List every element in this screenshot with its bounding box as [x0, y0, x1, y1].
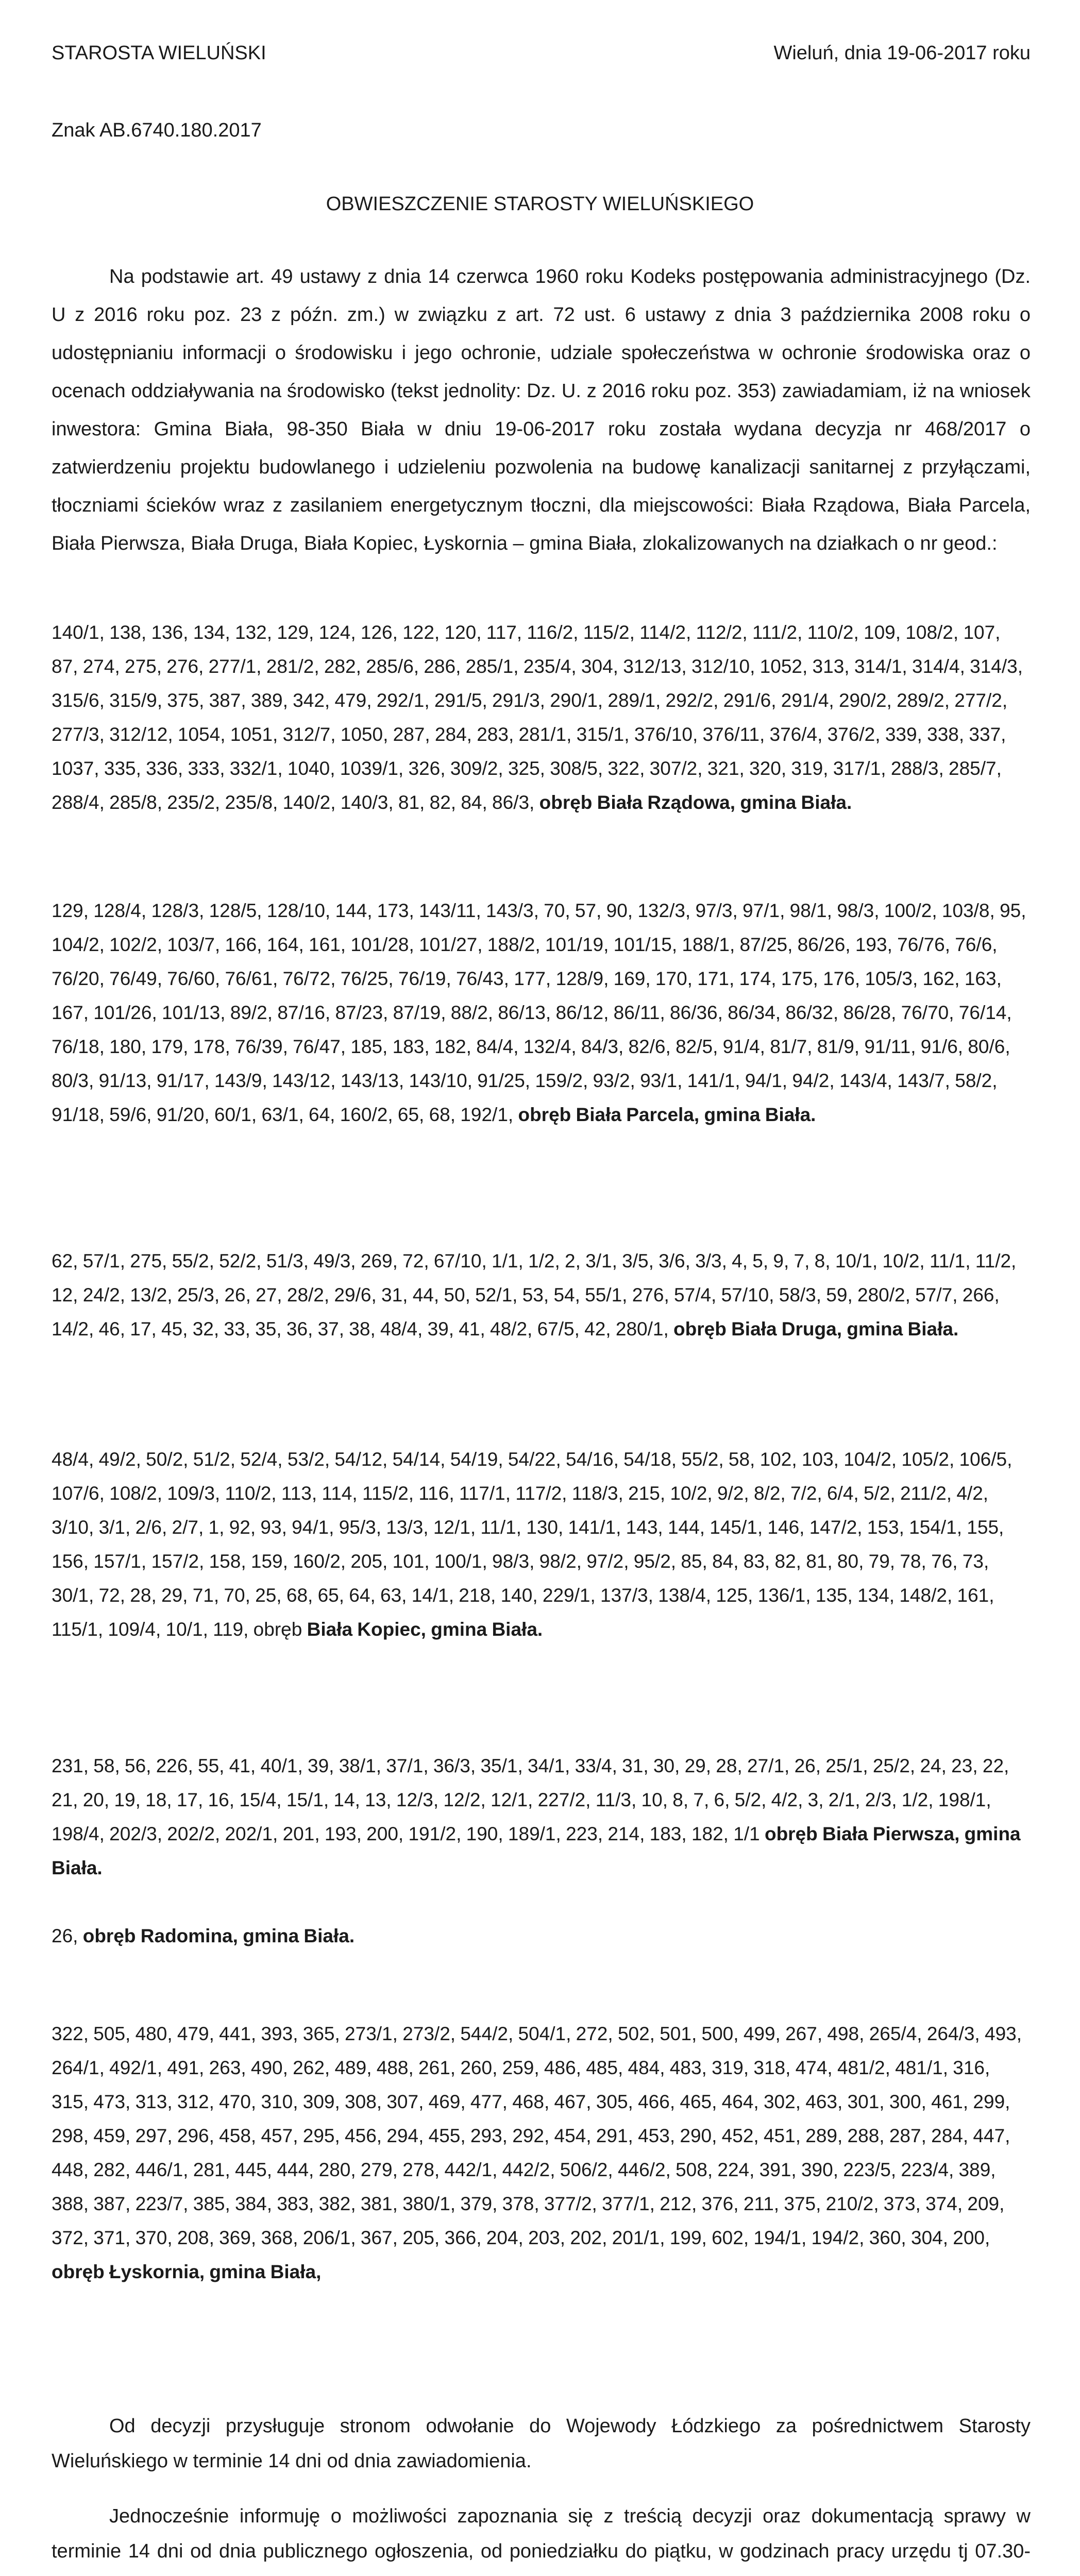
document-title: OBWIESZCZENIE STAROSTY WIELUŃSKIEGO	[326, 193, 754, 215]
parcel-group-biala-pierwsza	[52, 1749, 1031, 1885]
parcel-group-radomina	[52, 1919, 1031, 1953]
parcel-numbers: 26,	[52, 1925, 78, 1946]
parcel-group-lyskornia	[52, 2017, 1031, 2289]
appeal-paragraph: Od decyzji przysługuje stronom odwołanie do Wojewody Łódzkiego za pośrednictwem Starosty Wieluńskiego w terminie 14 dni od dnia zawiadomienia.	[52, 2415, 1031, 2472]
access-info-paragraph: Jednocześnie informuję o możliwości zapoznania się z treścią decyzji oraz dokumentacją sprawy w terminie 14 dni od dnia publicznego ogłoszenia, od poniedziałku do piątku, w godzinach pracy urzędu tj 07.30-	[52, 2505, 1031, 2562]
parcel-numbers: 62, 57/1, 275, 55/2, 52/2, 51/3, 49/3, 269, 72, 67/10, 1/1, 1/2, 2, 3/1, 3/5, 3/6, 3/3, 4, 5, 9, 7, 8, 10/1, 10/2, 11/1, 11/2, 12, 24/2, 13/2, 25/3, 26, 27, 28/2, 29/6, 31, 44, 50, 52/1, 53, 54, 55/1, 276, 57/4, 57/10, 58/3, 59, 280/2, 57/7, 266, 14/2, 46, 17, 45, 32, 33, 35, 36, 37, 38, 48/4, 39, 41, 48/2, 67/5, 42, 280/1,	[52, 1250, 1017, 1340]
parcel-precinct-label: obręb Biała Parcela, gmina Biała.	[518, 1104, 816, 1125]
parcel-numbers: 48/4, 49/2, 50/2, 51/2, 52/4, 53/2, 54/12, 54/14, 54/19, 54/22, 54/16, 54/18, 55/2, 58, 102, 103, 104/2, 105/2, 106/5, 107/6, 108/2, 109/3, 110/2, 113, 114, 115/2, 116, 117/1, 117/2, 118/3, 215, 10/2, 9/2, 8/2, 7/2, 6/4, 5/2, 211/2, 4/2, 3/10, 3/1, 2/6, 2/7, 1, 92, 93, 94/1, 95/3, 13/3, 12/1, 11/1, 130, 141/1, 143, 144, 145/1, 146, 147/2, 153, 154/1, 155, 156, 157/1, 157/2, 158, 159, 160/2, 205, 101, 100/1, 98/3, 98/2, 97/2, 95/2, 85, 84, 83, 82, 81, 80, 79, 78, 76, 73, 30/1, 72, 28, 29, 71, 70, 25, 68, 65, 64, 63, 14/1, 218, 140, 229/1, 137/3, 138/4, 125, 136/1, 135, 134, 148/2, 161, 115/1, 109/4, 10/1, 119, obręb	[52, 1449, 1012, 1640]
parcel-numbers: 322, 505, 480, 479, 441, 393, 365, 273/1, 273/2, 544/2, 504/1, 272, 502, 501, 500, 499, 267, 498, 265/4, 264/3, 493, 264/1, 492/1, 491, 263, 490, 262, 489, 488, 261, 260, 259, 486, 485, 484, 483, 319, 318, 474, 481/2, 481/1, 316, 315, 473, 313, 312, 470, 310, 309, 308, 307, 469, 477, 468, 467, 305, 466, 465, 464, 302, 463, 301, 300, 461, 299, 298, 459, 297, 296, 458, 457, 295, 456, 294, 455, 293, 292, 454, 291, 453, 290, 452, 451, 289, 288, 287, 284, 447, 448, 282, 446/1, 281, 445, 444, 280, 279, 278, 442/1, 442/2, 506/2, 446/2, 508, 224, 391, 390, 223/5, 223/4, 389, 388, 387, 223/7, 385, 384, 383, 382, 381, 380/1, 379, 378, 377/2, 377/1, 212, 376, 211, 375, 210/2, 373, 374, 209, 372, 371, 370, 208, 369, 368, 206/1, 367, 205, 366, 204, 203, 202, 201/1, 199, 602, 194/1, 194/2, 360, 304, 200,	[52, 2023, 1022, 2248]
parcel-precinct-label: Biała Kopiec, gmina Biała.	[307, 1619, 543, 1640]
parcel-numbers: 140/1, 138, 136, 134, 132, 129, 124, 126, 122, 120, 117, 116/2, 115/2, 114/2, 112/2, 111/2, 110/2, 109, 108/2, 107, 87, 274, 275, 276, 277/1, 281/2, 282, 285/6, 286, 285/1, 235/4, 304, 312/13, 312/10, 1052, 313, 314/1, 314/4, 314/3, 315/6, 315/9, 375, 387, 389, 342, 479, 292/1, 291/5, 291/3, 290/1, 289/1, 292/2, 291/6, 291/4, 290/2, 289/2, 277/2, 277/3, 312/12, 1054, 1051, 312/7, 1050, 287, 284, 283, 281/1, 315/1, 376/10, 376/11, 376/4, 376/2, 339, 338, 337, 1037, 335, 336, 333, 332/1, 1040, 1039/1, 326, 309/2, 325, 308/5, 322, 307/2, 321, 320, 319, 317/1, 288/3, 285/7, 288/4, 285/8, 235/2, 235/8, 140/2, 140/3, 81, 82, 84, 86/3,	[52, 622, 1023, 813]
reference-number: Znak AB.6740.180.2017	[52, 120, 262, 141]
parcel-precinct-label: obręb Biała Rządowa, gmina Biała.	[539, 792, 852, 813]
intro-paragraph: Na podstawie art. 49 ustawy z dnia 14 czerwca 1960 roku Kodeks postępowania administracyjnego (Dz. U z 2016 roku poz. 23 z późn. zm.) w związku z art. 72 ust. 6 ustawy z dnia 3 października 2008 roku o udostępnianiu informacji o środowisku i jego ochronie, udziale społeczeństwa w ochronie środowiska oraz o ocenach oddziaływania na środowisko (tekst jednolity: Dz. U. z 2016 roku poz. 353) zawiadamiam, iż na wniosek inwestora: Gmina Biała, 98-350 Biała w dniu 19-06-2017 roku została wydana decyzja nr 468/2017 o zatwierdzeniu projektu budowlanego i udzieleniu pozwolenia na budowę kanalizacji sanitarnej z przyłączami, tłoczniami ścieków wraz z zasilaniem energetycznym tłoczni, dla miejscowości: Biała Rządowa, Biała Parcela, Biała Pierwsza, Biała Druga, Biała Kopiec, Łyskornia – gmina Biała, zlokalizowanych na działkach o nr geod.:	[52, 266, 1031, 554]
parcel-group-biala-kopiec	[52, 1443, 1031, 1647]
parcel-group-biala-druga	[52, 1244, 1031, 1346]
parcel-precinct-label: obręb Biała Druga, gmina Biała.	[673, 1318, 959, 1340]
parcel-precinct-label: obręb Radomina, gmina Biała.	[82, 1925, 355, 1946]
issuing-office: STAROSTA WIELUŃSKI	[52, 42, 266, 64]
parcel-precinct-label: obręb Łyskornia, gmina Biała,	[52, 2261, 322, 2282]
parcel-group-biala-parcela	[52, 894, 1031, 1132]
parcel-numbers: 231, 58, 56, 226, 55, 41, 40/1, 39, 38/1, 37/1, 36/3, 35/1, 34/1, 33/4, 31, 30, 29, 28, 27/1, 26, 25/1, 25/2, 24, 23, 22, 21, 20, 19, 18, 17, 16, 15/4, 15/1, 14, 13, 12/3, 12/2, 12/1, 227/2, 11/3, 10, 8, 7, 6, 5/2, 4/2, 3, 2/1, 2/3, 1/2, 198/1, 198/4, 202/3, 202/2, 202/1, 201, 193, 200, 191/2, 190, 189/1, 223, 214, 183, 182, 1/1	[52, 1755, 1009, 1844]
parcel-numbers: 129, 128/4, 128/3, 128/5, 128/10, 144, 173, 143/11, 143/3, 70, 57, 90, 132/3, 97/3, 97/1, 98/1, 98/3, 100/2, 103/8, 95, 104/2, 102/2, 103/7, 166, 164, 161, 101/28, 101/27, 188/2, 101/19, 101/15, 188/1, 87/25, 86/26, 193, 76/76, 76/6, 76/20, 76/49, 76/60, 76/61, 76/72, 76/25, 76/19, 76/43, 177, 128/9, 169, 170, 171, 174, 175, 176, 105/3, 162, 163, 167, 101/26, 101/13, 89/2, 87/16, 87/23, 87/19, 88/2, 86/13, 86/12, 86/11, 86/36, 86/34, 86/32, 86/28, 76/70, 76/14, 76/18, 180, 179, 178, 76/39, 76/47, 185, 183, 182, 84/4, 132/4, 84/3, 82/6, 82/5, 91/4, 81/7, 81/9, 91/11, 91/6, 80/6, 80/3, 91/13, 91/17, 143/9, 143/12, 143/13, 143/10, 91/25, 159/2, 93/2, 93/1, 141/1, 94/1, 94/2, 143/4, 143/7, 58/2, 91/18, 59/6, 91/20, 60/1, 63/1, 64, 160/2, 65, 68, 192/1,	[52, 900, 1026, 1125]
place-and-date: Wieluń, dnia 19-06-2017 roku	[773, 42, 1031, 64]
parcel-precinct-label: obręb Biała Pierwsza, gmina Biała.	[52, 1823, 1021, 1878]
parcel-group-biala-rzadowa	[52, 616, 1031, 820]
